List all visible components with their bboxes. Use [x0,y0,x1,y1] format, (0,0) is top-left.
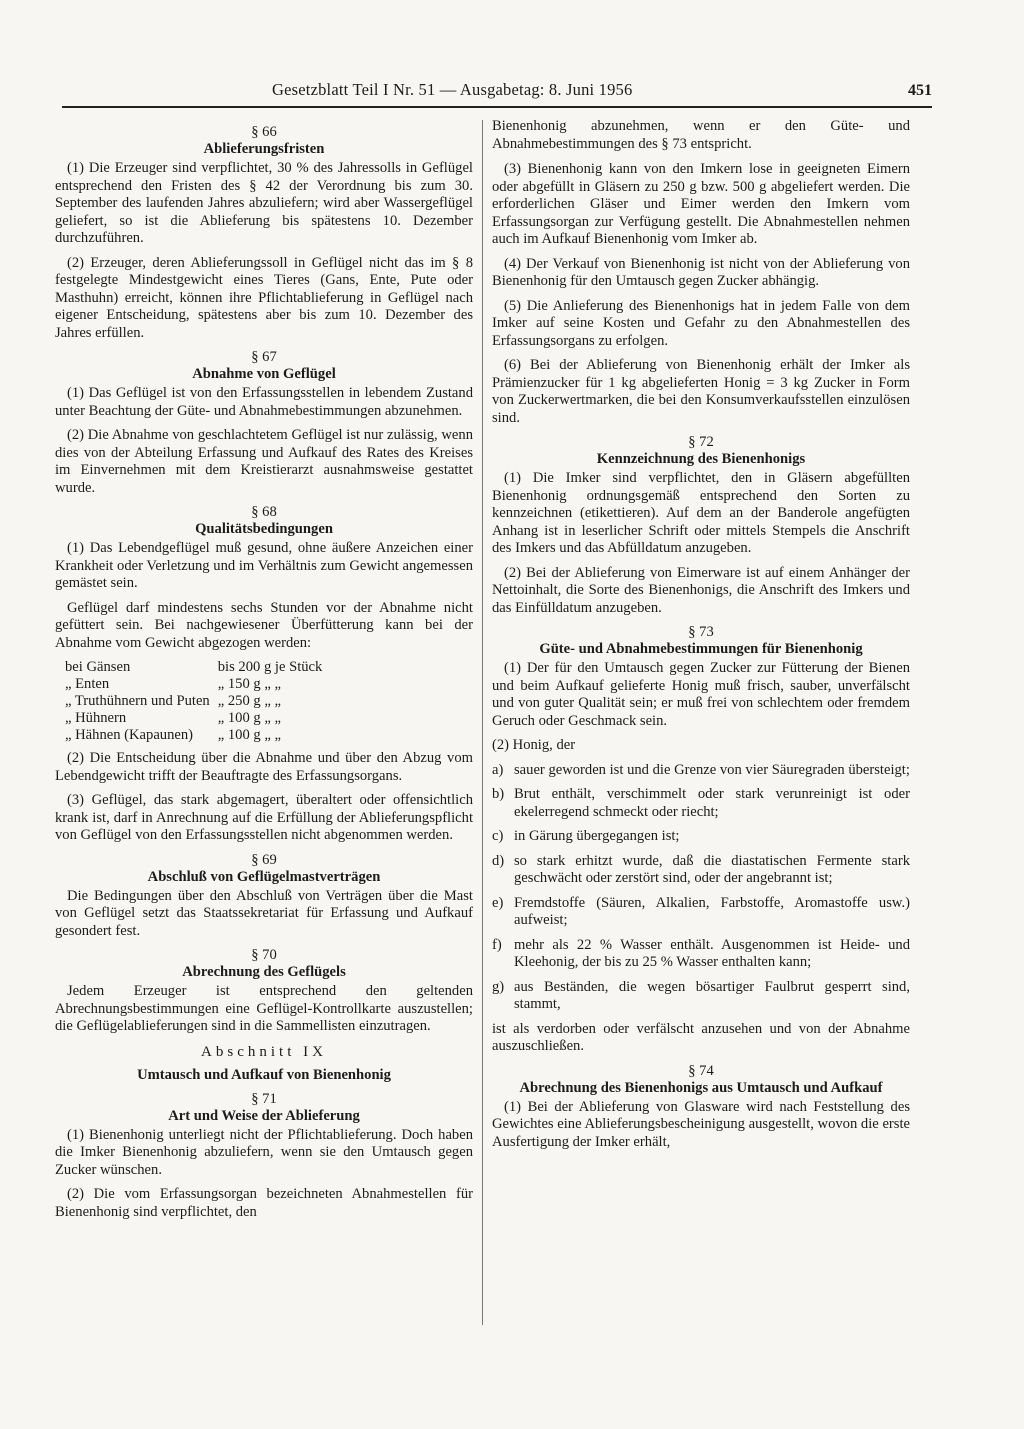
paragraph: ist als verdorben oder verfälscht anzusehen und von der Abnahme auszuschließen. [492,1020,910,1054]
header-title: Gesetzblatt Teil I Nr. 51 — Ausgabetag: 8. Juni 1956 [272,80,633,99]
section-number: § 67 [251,349,277,365]
list-item-text: sauer geworden ist und die Grenze von vier Säuregraden übersteigt; [514,761,910,778]
list-item [492,786,910,821]
table-row [65,693,330,710]
page-header [62,78,932,108]
paragraph: Geflügel darf mindestens sechs Stunden vor der Abnahme nicht gefüttert sein. Bei nachgewiesener Überfütterung kann bei der Abnahme vom Gewicht abgezogen werden: [55,599,473,651]
paragraph: (2) Erzeuger, deren Ablieferungssoll in Geflügel nicht das im § 8 festgelegte Mindestgewicht eines Tieres (Gans, Ente, Pute oder Masthuhn) erreicht, können ihre Pflichtablieferung in Geflügel nach eigener Entscheidung, spätestens aber bis zum 10. Dezember des Jahres erfüllen. [55,254,473,341]
paragraph: (1) Das Geflügel ist von den Erfassungsstellen in lebendem Zustand unter Beachtung der Güte- und Abnahmebestimmungen abzunehmen. [55,385,473,419]
paragraph: (1) Die Imker sind verpflichtet, den in Gläsern abgefüllten Bienenhonig ordnungsgemäß entsprechend den Sorten zu kennzeichnen (etikettieren). Auf dem an der Banderole angefügten Anhang ist in leserlicher Schrift oder mittels Stempels die Anschrift des Imkers und das Abfülldatum anzugeben. [492,470,910,556]
list-item-text: mehr als 22 % Wasser enthält. Ausgenommen ist Heide- und Kleehonig, der bis zu 25 % Wasser enthalten kann; [514,936,910,970]
table-row [65,659,330,676]
list-item-label: e) [492,894,504,911]
list-item [492,853,910,888]
section-title: Kennzeichnung des Bienenhonigs [596,451,806,467]
paragraph: (3) Geflügel, das stark abgemagert, überaltert oder offensichtlich krank ist, darf in Anrechnung auf die Erfüllung der Ablieferungspflicht von Geflügel von den Erfassungsstellen nicht abgenommen werden. [55,792,473,843]
list-item-label: c) [492,828,504,844]
table-cell: „ Hähnen (Kapaunen) [65,727,194,743]
section-number: § 71 [251,1090,277,1107]
paragraph: (2) Honig, der [492,737,576,753]
paragraph: Bienenhonig abzunehmen, wenn er den Güte- und Abnahmebestimmungen des § 73 entspricht. [492,118,910,152]
table-row [65,710,330,727]
table-cell: „ Hühnern [65,710,127,726]
section-number: § 72 [688,434,714,450]
section-title: Abrechnung des Bienenhonigs aus Umtausch und Aufkauf [519,1079,883,1096]
table-cell: bis 200 g je Stück [217,659,323,675]
left-column [55,118,473,1228]
page-number: 451 [908,82,932,99]
list-item-text: Brut enthält, verschimmelt oder stark verunreinigt ist oder ekelerregend schmeckt oder riecht; [514,786,910,820]
list-item-text: Fremdstoffe (Säuren, Alkalien, Farbstoffe, Aromastoffe usw.) aufweist; [514,894,910,928]
list-item-label: a) [492,761,504,778]
paragraph: (2) Die Abnahme von geschlachtetem Geflügel ist nur zulässig, wenn dies von der Abteilung Erfassung und Aufkauf des Rates des Kreises im Einvernehmen mit dem Kreistierarzt ausnahmsweise gestattet wurde. [55,427,473,496]
section-title: Ablieferungsfristen [203,141,325,157]
paragraph: Jedem Erzeuger ist entsprechend den geltenden Abrechnungsbestimmungen eine Geflügel-Kontrollkarte auszustellen; die Geflügelablieferungen sind in die Sammellisten einzutragen. [55,983,473,1034]
section-title: Abrechnung des Geflügels [182,964,346,980]
paragraph: (1) Bienenhonig unterliegt nicht der Pflichtablieferung. Doch haben die Imker Bienenhonig abzuliefern, wenn sie den Umtausch gegen Zucker wünschen. [55,1126,473,1178]
section-number: § 69 [251,851,277,868]
section-title: Art und Weise der Ablieferung [168,1107,360,1124]
table-cell: „ Truthühnern und Puten [65,693,210,709]
weight-deduction-table [65,659,330,744]
paragraph: (6) Bei der Ablieferung von Bienenhonig erhält der Imker als Prämienzucker für 1 kg abgelieferten Honig = 3 kg Zucker in Form von Zuckerwertmarken, die bei den Konsumverkaufsstellen einzulösen sind. [492,357,910,426]
paragraph: (1) Der für den Umtausch gegen Zucker zur Fütterung der Bienen und beim Aufkauf gelieferte Honig muß frisch, sauber, unverfälscht und von guter Qualität sein; er muß frei von schlechtem oder fremdem Geruch oder Geschmack sein. [492,660,910,729]
list-item-text: aus Beständen, die wegen bösartiger Faulbrut gesperrt sind, stammt, [514,978,910,1012]
list-item-label: b) [492,786,505,802]
table-cell: „ 100 g „ „ [217,727,281,743]
section-title: Abschluß von Geflügelmastverträgen [147,868,381,885]
right-column [492,118,910,1158]
chapter-title: Umtausch und Aufkauf von Bienenhonig [137,1067,391,1083]
table-row [65,676,330,693]
list-item-label: f) [492,936,502,953]
paragraph: (1) Das Lebendgeflügel muß gesund, ohne äußere Anzeichen einer Krankheit oder Verletzung und im Verhältnis zum Gewicht angemessen gemästet sein. [55,540,473,591]
list-item-text: so stark erhitzt wurde, daß die diastatischen Fermente stark geschwächt oder zerstört sind, oder der angebrannt ist; [514,852,910,886]
section-title: Qualitätsbedingungen [195,521,333,537]
list-item [492,828,910,846]
table-row [65,727,330,744]
section-title: Abnahme von Geflügel [192,366,336,382]
table-cell: „ 150 g „ „ [217,676,281,692]
section-number: § 73 [688,624,714,640]
column-divider [482,120,483,1325]
paragraph: (1) Die Erzeuger sind verpflichtet, 30 % des Jahressolls in Geflügel entsprechend den Fristen des § 42 der Verordnung bis zum 30. September des laufenden Jahres abzuliefern; wird aber Wassergeflügel geliefert, so ist die Ablieferung bis spätestens 10. Dezember durchzuführen. [55,160,473,246]
list-item-label: g) [492,978,505,995]
table-cell: „ 100 g „ „ [217,710,281,726]
table-cell: „ Enten [65,676,110,692]
paragraph: (2) Die vom Erfassungsorgan bezeichneten Abnahmestellen für Bienenhonig sind verpflichtet, den [55,1186,473,1220]
chapter-heading: Abschnitt IX [201,1043,327,1060]
list-item [492,937,910,972]
section-number: § 66 [251,124,277,140]
paragraph: (2) Bei der Ablieferung von Eimerware ist auf einem Anhänger der Nettoinhalt, die Sorte des Bienenhonigs, die Anschrift des Imkers und das Einfülldatum anzugeben. [492,564,910,616]
list-item-text: in Gärung übergegangen ist; [514,828,680,844]
table-cell: bei Gänsen [65,659,131,675]
section-number: § 74 [688,1062,714,1079]
paragraph: (5) Die Anlieferung des Bienenhonigs hat in jedem Falle von dem Imker auf seine Kosten und Gefahr zu den Abnahmestellen des Erfassungsorgans zu erfolgen. [492,297,910,349]
section-number: § 68 [251,504,277,520]
list-item [492,979,910,1014]
section-title: Güte- und Abnahmebestimmungen für Bienenhonig [539,641,863,657]
table-cell: „ 250 g „ „ [217,693,281,709]
paragraph: (4) Der Verkauf von Bienenhonig ist nicht von der Ablieferung von Bienenhonig für den Umtausch gegen Zucker abhängig. [492,255,910,289]
section-number: § 70 [251,947,277,963]
paragraph: (3) Bienenhonig kann von den Imkern lose in geeigneten Eimern oder abgefüllt in Gläsern zu 250 g bzw. 500 g abgeliefert werden. Die erforderlichen Gläser und Eimer werden den Imkern vom Erfassungsorgan zur Verfügung gestellt. Die Abnahmestellen nehmen auch im Aufkauf Bienenhonig vom Imker ab. [492,161,910,247]
list-item [492,762,910,780]
list-item [492,895,910,930]
list-item-label: d) [492,852,505,869]
paragraph: (1) Bei der Ablieferung von Glasware wird nach Feststellung des Gewichtes eine Ablieferungsbescheinigung ausgestellt, wovon die erste Ausfertigung der Imker erhält, [492,1098,910,1150]
paragraph: Die Bedingungen über den Abschluß von Verträgen über die Mast von Geflügel setzt das Staatssekretariat für Erfassung und Aufkauf gesondert fest. [55,887,473,939]
paragraph: (2) Die Entscheidung über die Abnahme und über den Abzug vom Lebendgewicht trifft der Beauftragte des Erfassungsorgans. [55,750,473,784]
